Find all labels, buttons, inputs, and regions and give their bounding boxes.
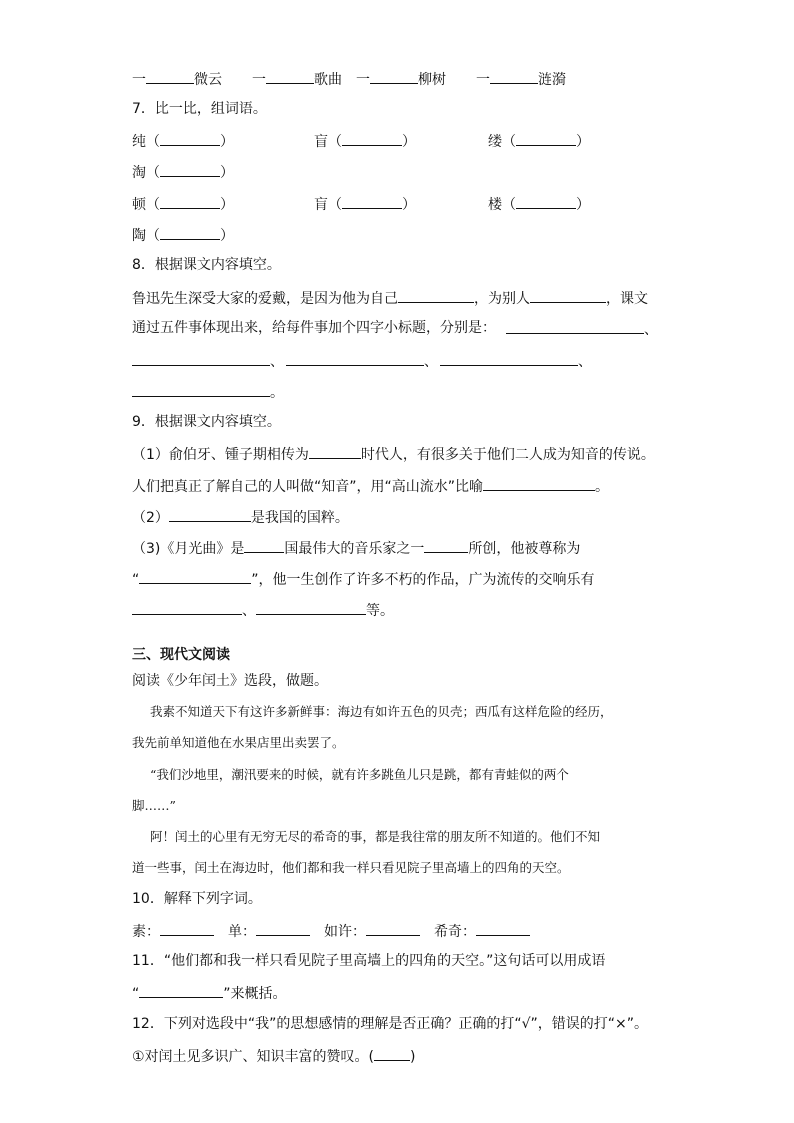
answer-blank[interactable] — [146, 68, 194, 84]
q9-part-3-cont: “ ”，他一生创作了许多不朽的作品，广为流传的交响乐有 — [132, 568, 595, 590]
measure-item-1: 一 微云 — [132, 68, 222, 90]
answer-blank[interactable] — [440, 350, 578, 366]
answer-blank[interactable] — [370, 68, 418, 84]
answer-blank[interactable] — [483, 475, 595, 491]
answer-blank[interactable] — [366, 920, 420, 936]
measure-item-3: 一 柳树 — [356, 68, 446, 90]
answer-blank[interactable] — [160, 224, 220, 240]
answer-blank[interactable] — [139, 568, 251, 584]
answer-blank[interactable] — [160, 130, 220, 146]
answer-blank[interactable] — [424, 537, 468, 553]
answer-blank[interactable] — [160, 920, 214, 936]
q12-item-1: ①对闰土见多识广、知识丰富的赞叹。( ) — [132, 1045, 415, 1067]
q8-line-2: 通过五件事体现出来，给每件事加个四字小标题，分别是： 、 — [132, 320, 658, 338]
answer-blank[interactable] — [244, 537, 284, 553]
section-heading: 三、现代文阅读 — [132, 647, 230, 663]
answer-blank[interactable] — [286, 350, 424, 366]
answer-blank[interactable] — [139, 982, 223, 998]
answer-blank[interactable] — [398, 287, 474, 303]
answer-blank[interactable] — [516, 130, 576, 146]
answer-blank[interactable] — [256, 599, 366, 615]
passage-line: 脚……” — [132, 798, 176, 813]
q7-title: 7．比一比，组词语。 — [132, 101, 267, 117]
q9-part-1: （1）俞伯牙、锺子期相传为 时代人，有很多关于他们二人成为知音的传说。 — [132, 443, 655, 465]
passage-line: 道一些事，闰土在海边时，他们都和我一样只看见院子里高墙上的四角的天空。 — [132, 860, 570, 875]
answer-blank[interactable] — [374, 1045, 410, 1061]
measure-item-4: 一 涟漪 — [476, 68, 566, 90]
passage-line: 我素不知道天下有这许多新鲜事：海边有如许五色的贝壳；西瓜有这样危险的经历， — [150, 704, 613, 719]
answer-blank[interactable] — [169, 506, 251, 522]
answer-blank[interactable] — [506, 318, 644, 334]
worksheet-page: 一 微云 一 歌曲 一 柳树 一 涟漪 7．比一比，组词语。 纯（ ） 盲（ ） 缕（ ） 淘（ ） 顿（ ） 肓（ ） 楼（ ） 陶（ ） 8．根据课文内容填空。 鲁迅先生深受大家的爱戴，是因为他为自己 ，为别人 ，课文 通过五件事体现出来，给每件事加个四字小标题，分别是： 、 、 、 、 。 9．根据课文内容填空。 （1）俞伯牙、锺子期相传为 时代人，有很多关于他们二人成为知音的传说。 人们把真正了解自己的人叫做“知音”，用“高山流水”比喻 。 （2） 是我国的国粹。 （3)《月光曲》是 国最伟大的音乐家之一 所创，他被尊称为 “ ”，他一生创作了许多不朽的作品，广为流传的交响乐有 、 等。 三、现代文阅读 阅读《少年闰土》选段，做题。 我素不知道天下有这许多新鲜事：海边有如许五色的贝壳；西瓜有这样危险的经历， 我先前单知道他在水果店里出卖罢了。 “我们沙地里，潮汛要来的时候，就有许多跳鱼儿只是跳，都有青蛙似的两个 脚……” 阿！闰土的心里有无穷无尽的希奇的事，都是我往常的朋友所不知道的。他们不知 道一些事，闰土在海边时，他们都和我一样只看见院子里高墙上的四角的天空。 10．解释下列字词。 素： 单： 如许： 希奇： 11．“他们都和我一样只看见院子里高墙上的四角的天空。”这句话可以用成语 “ ”来概括。 12．下列对选段中“我”的思想感情的理解是否正确？正确的打“√”，错误的打“×”。 ①对闰土见多识广、知识丰富的赞叹。( ) — [0, 0, 794, 1123]
answer-blank[interactable] — [342, 130, 402, 146]
answer-blank[interactable] — [490, 68, 538, 84]
q9-title: 9．根据课文内容填空。 — [132, 414, 281, 430]
measure-item-2: 一 歌曲 — [252, 68, 342, 90]
answer-blank[interactable] — [530, 287, 606, 303]
answer-blank[interactable] — [132, 381, 270, 397]
q9-part-3: （3)《月光曲》是 国最伟大的音乐家之一 所创，他被尊称为 — [132, 537, 580, 559]
answer-blank[interactable] — [132, 599, 242, 615]
answer-blank[interactable] — [476, 920, 530, 936]
answer-blank[interactable] — [256, 920, 310, 936]
answer-blank[interactable] — [342, 193, 402, 209]
reading-intro: 阅读《少年闰土》选段，做题。 — [132, 673, 328, 689]
answer-blank[interactable] — [160, 161, 220, 177]
q10-title: 10．解释下列字词。 — [132, 891, 262, 907]
q12-title: 12．下列对选段中“我”的思想感情的理解是否正确？正确的打“√”，错误的打“×”。 — [132, 1016, 648, 1032]
answer-blank[interactable] — [516, 193, 576, 209]
q11-line-1: 11．“他们都和我一样只看见院子里高墙上的四角的天空。”这句话可以用成语 — [132, 953, 606, 969]
passage-line: “我们沙地里，潮汛要来的时候，就有许多跳鱼儿只是跳，都有青蛙似的两个 — [150, 767, 569, 782]
answer-blank[interactable] — [309, 443, 361, 459]
answer-blank[interactable] — [132, 350, 270, 366]
q9-part-2: （2） 是我国的国粹。 — [132, 506, 349, 528]
q8-title: 8．根据课文内容填空。 — [132, 257, 281, 273]
q9-part-3-end: 、 等。 — [132, 599, 394, 621]
passage-line: 我先前单知道他在水果店里出卖罢了。 — [132, 735, 345, 750]
q11-line-2: “ ”来概括。 — [132, 982, 287, 1004]
passage-line: 阿！闰土的心里有无穷无尽的希奇的事，都是我往常的朋友所不知道的。他们不知 — [150, 829, 601, 844]
q8-line-4: 。 — [132, 381, 284, 403]
answer-blank[interactable] — [160, 193, 220, 209]
q9-part-1-cont: 人们把真正了解自己的人叫做“知音”，用“高山流水”比喻 。 — [132, 475, 609, 497]
q8-line-1: 鲁迅先生深受大家的爱戴，是因为他为自己 ，为别人 ，课文 — [132, 287, 648, 309]
answer-blank[interactable] — [266, 68, 314, 84]
